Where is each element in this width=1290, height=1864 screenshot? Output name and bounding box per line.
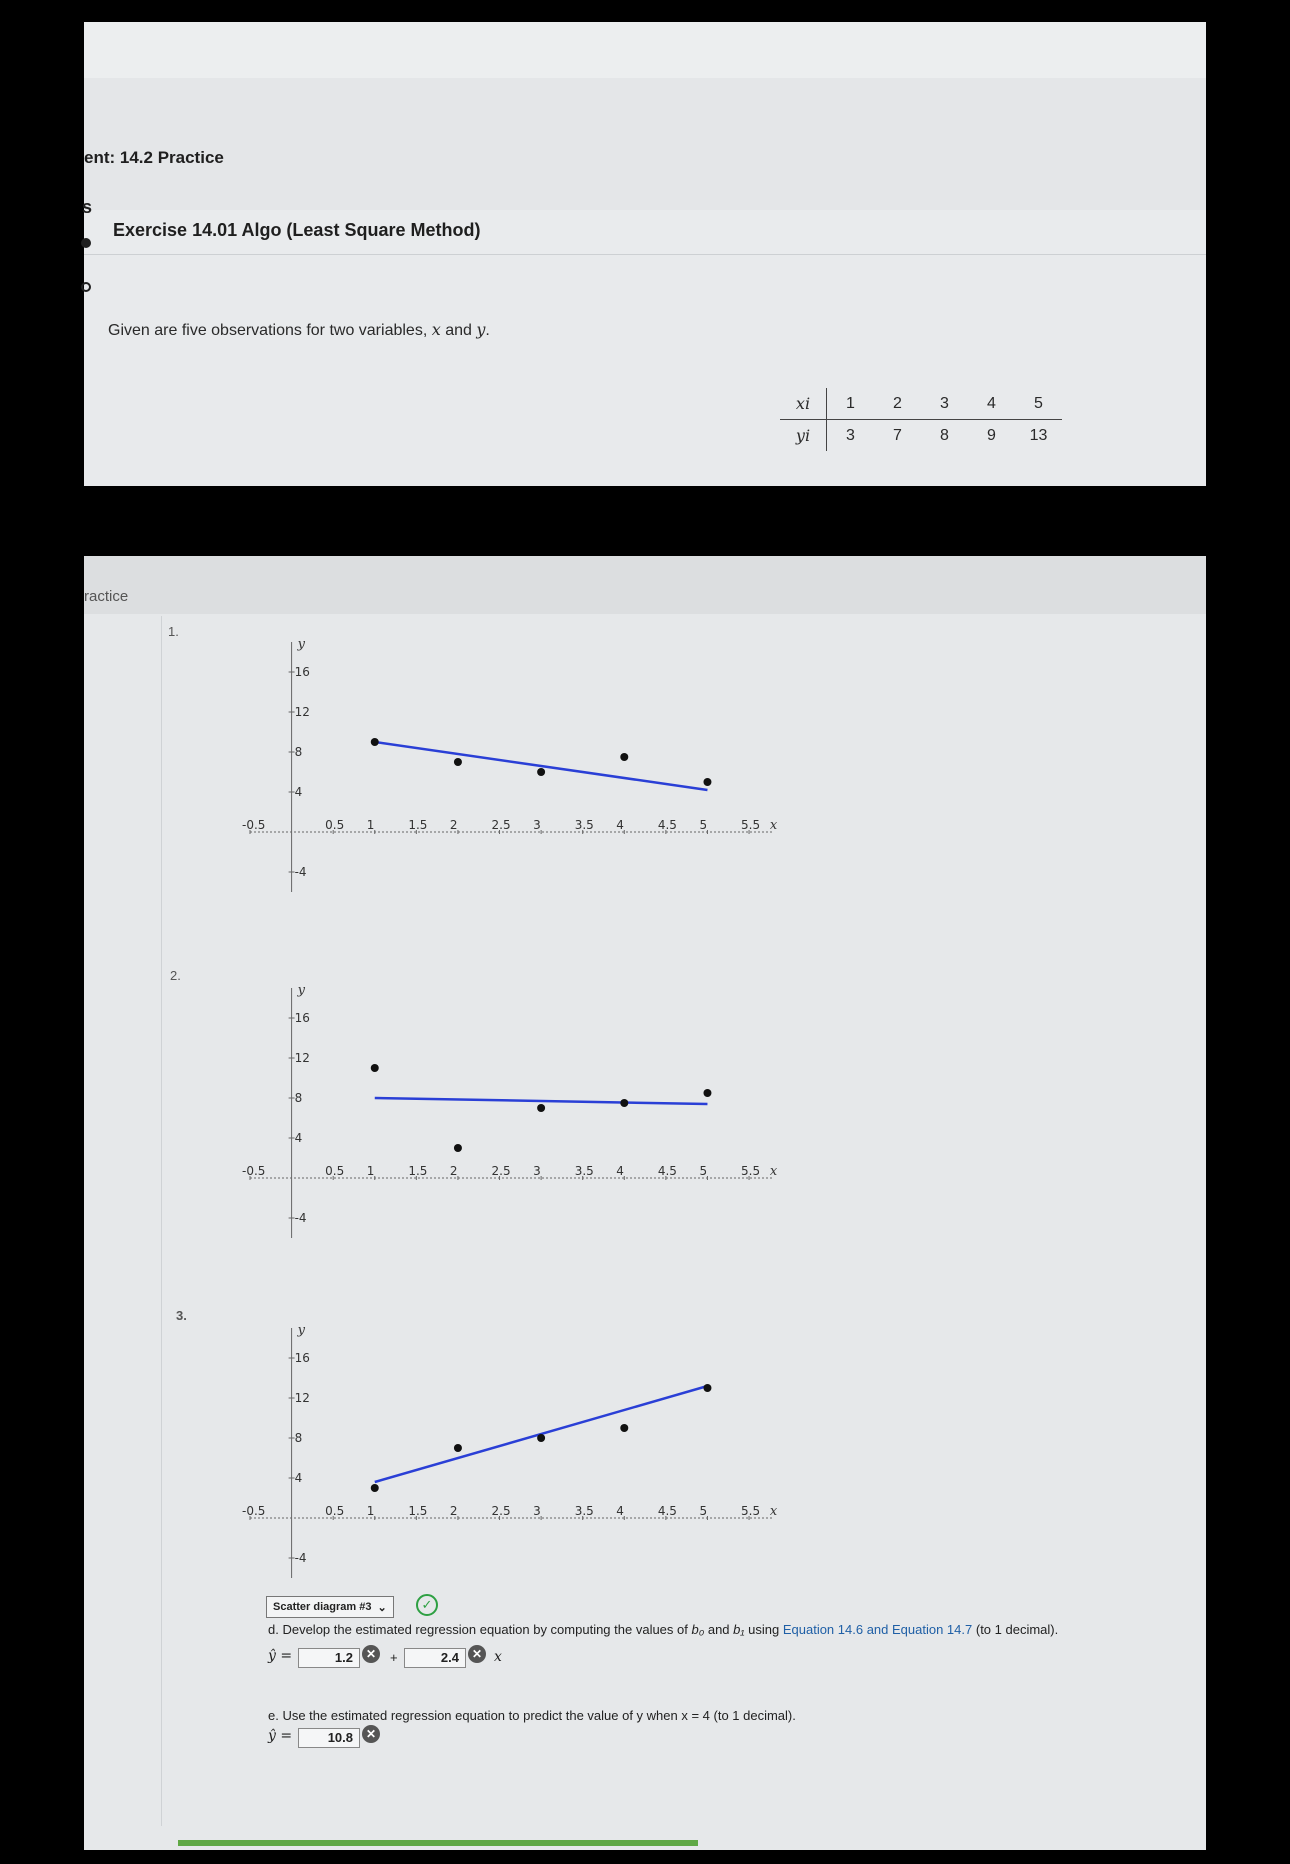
x-tick-label: 0.5 xyxy=(325,1504,345,1518)
y-tick-label: 4 xyxy=(294,785,303,799)
b0-input[interactable]: 1.2 xyxy=(298,1648,360,1668)
x-tick-label: 5 xyxy=(699,818,708,832)
practice-label: ractice xyxy=(84,588,129,605)
question-d xyxy=(268,1622,1058,1637)
incorrect-icon: ✕ xyxy=(362,1725,380,1743)
table-cell: 1 xyxy=(827,388,875,420)
data-point xyxy=(537,1104,545,1112)
data-point xyxy=(454,1444,462,1452)
y-tick-label: 8 xyxy=(294,745,303,759)
problem-intro xyxy=(108,320,490,340)
x-tick-label: 3 xyxy=(533,1164,541,1178)
incomplete-status-icon xyxy=(81,282,91,292)
question-d-text: d. Develop the estimated regression equation by computing the values of xyxy=(268,1622,688,1637)
chart-svg-2 xyxy=(174,983,804,1278)
observations-table xyxy=(780,388,1062,451)
x-tick-label: 5.5 xyxy=(741,818,761,832)
intro-period: . xyxy=(485,322,490,339)
question-d-using: using xyxy=(748,1622,780,1637)
x-row-label: xi xyxy=(780,388,827,420)
chart-svg-1 xyxy=(174,637,804,932)
x-tick-label: -0.5 xyxy=(242,818,266,832)
x-tick-label: 0.5 xyxy=(325,1164,345,1178)
y-tick-label: 16 xyxy=(294,1011,310,1025)
x-tick-label: 5 xyxy=(699,1164,708,1178)
practice-panel xyxy=(84,556,1206,1850)
data-point xyxy=(371,1484,379,1492)
table-row xyxy=(780,420,1062,452)
x-tick-label: 5.5 xyxy=(741,1164,761,1178)
data-point xyxy=(703,1089,711,1097)
x-tick-label: 2.5 xyxy=(491,1164,511,1178)
x-tick-label: 0.5 xyxy=(325,818,345,832)
y-tick-label: 12 xyxy=(294,705,310,719)
progress-bar xyxy=(178,1840,698,1846)
y-axis-label: y xyxy=(297,1323,305,1338)
x-axis-label: x xyxy=(769,818,778,833)
x-tick-label: 5 xyxy=(699,1504,708,1518)
x-tick-label: 4.5 xyxy=(657,1504,677,1518)
question-e: e. Use the estimated regression equation to predict the value of y when x = 4 (to 1 decimal). xyxy=(268,1708,796,1723)
x-tick-label: 4 xyxy=(616,1504,624,1518)
intro-and: and xyxy=(445,322,472,339)
table-cell: 4 xyxy=(968,388,1015,420)
intro-text: Given are five observations for two variables, xyxy=(108,322,428,339)
data-point xyxy=(620,753,628,761)
chevron-down-icon: ⌄ xyxy=(377,1601,387,1614)
exercise-title-row[interactable] xyxy=(84,210,1206,255)
x-tick-label: 2 xyxy=(449,1504,458,1518)
top-toolbar xyxy=(84,22,1206,79)
y-tick-label: -4 xyxy=(294,1551,307,1565)
assignment-strip xyxy=(84,78,1206,211)
data-point xyxy=(620,1099,628,1107)
table-cell: 2 xyxy=(874,388,921,420)
data-point xyxy=(537,768,545,776)
x-axis-label: x xyxy=(769,1164,778,1179)
x-tick-label: 2.5 xyxy=(491,1504,511,1518)
y-tick-label: -4 xyxy=(294,865,307,879)
incorrect-icon: ✕ xyxy=(468,1645,486,1663)
x-tick-label: 1 xyxy=(366,818,375,832)
x-tick-label: 3.5 xyxy=(574,818,594,832)
option-number-2: 2. xyxy=(170,968,181,983)
yhat-label-e: ŷ = xyxy=(268,1728,293,1744)
side-letter: s xyxy=(82,197,93,217)
option-number-1: 1. xyxy=(168,624,179,639)
table-cell: 3 xyxy=(921,388,968,420)
var-x: x xyxy=(431,320,441,339)
y-axis-label: y xyxy=(297,637,305,652)
table-cell: 9 xyxy=(987,426,996,444)
x-tick-label: 3 xyxy=(533,818,541,832)
y-tick-label: 8 xyxy=(294,1431,303,1445)
y-tick-label: 16 xyxy=(294,1351,310,1365)
x-tick-label: 3.5 xyxy=(574,1164,594,1178)
y-tick-label: -4 xyxy=(294,1211,307,1225)
complete-status-icon xyxy=(81,238,91,248)
x-tick-label: 2.5 xyxy=(491,818,511,832)
prediction-input[interactable]: 10.8 xyxy=(298,1728,360,1748)
b1-input[interactable]: 2.4 xyxy=(404,1648,466,1668)
y-tick-label: 8 xyxy=(294,1091,303,1105)
plus-sign: + xyxy=(390,1650,398,1665)
x-tick-label: 4.5 xyxy=(657,818,677,832)
exercise-title: Exercise 14.01 Algo (Least Square Method) xyxy=(113,220,481,240)
scatter-chart-1[interactable] xyxy=(174,637,804,932)
x-tick-label: 4 xyxy=(616,818,624,832)
x-tick-label: 1.5 xyxy=(408,818,428,832)
y-axis-label: y xyxy=(297,983,305,998)
x-tick-label: 1 xyxy=(366,1504,375,1518)
scatter-diagram-select[interactable] xyxy=(266,1596,394,1618)
data-point xyxy=(371,1064,379,1072)
select-value: Scatter diagram #3 xyxy=(273,1601,372,1613)
table-cell: 7 xyxy=(893,426,902,444)
exercise-header-panel xyxy=(84,22,1206,486)
b1-symbol: b₁ xyxy=(733,1622,745,1637)
y-tick-label: 16 xyxy=(294,665,310,679)
y-tick-label: 12 xyxy=(294,1391,310,1405)
panel-top-strip xyxy=(84,556,1206,614)
incorrect-icon: ✕ xyxy=(362,1645,380,1663)
x-tick-label: 4.5 xyxy=(657,1164,677,1178)
option-number-3: 3. xyxy=(176,1308,187,1323)
data-point xyxy=(620,1424,628,1432)
y-row-label: yi xyxy=(780,420,827,452)
x-tick-label: 2 xyxy=(449,818,458,832)
x-symbol: x xyxy=(494,1649,502,1665)
answer-section xyxy=(168,1597,1168,1844)
x-tick-label: 1.5 xyxy=(408,1504,428,1518)
x-tick-label: 3 xyxy=(533,1504,541,1518)
table-cell: 3 xyxy=(846,426,855,444)
yhat-label: ŷ = xyxy=(268,1648,293,1664)
scatter-chart-2[interactable] xyxy=(174,983,804,1278)
data-point xyxy=(371,738,379,746)
equation-link[interactable]: Equation 14.6 and Equation 14.7 xyxy=(782,1622,973,1637)
y-tick-label: 12 xyxy=(294,1051,310,1065)
data-point xyxy=(703,778,711,786)
var-y: y xyxy=(476,320,486,339)
x-tick-label: 1 xyxy=(366,1164,375,1178)
x-axis-label: x xyxy=(769,1504,778,1519)
chart-svg-3 xyxy=(174,1323,804,1618)
data-point xyxy=(537,1434,545,1442)
b0-symbol: b₀ xyxy=(691,1622,705,1637)
regression-line xyxy=(375,1098,708,1104)
table-cell: 13 xyxy=(1029,426,1048,444)
data-point xyxy=(454,1144,462,1152)
x-tick-label: -0.5 xyxy=(242,1164,266,1178)
x-tick-label: 1.5 xyxy=(408,1164,428,1178)
check-icon: ✓ xyxy=(416,1594,438,1616)
x-tick-label: -0.5 xyxy=(242,1504,266,1518)
table-row xyxy=(780,388,1062,420)
question-d-and: and xyxy=(707,1622,730,1637)
regression-line xyxy=(375,742,708,790)
table-cell: 5 xyxy=(1015,388,1062,420)
y-tick-label: 4 xyxy=(294,1471,303,1485)
data-point xyxy=(703,1384,711,1392)
divider xyxy=(161,616,162,1826)
scatter-chart-3[interactable] xyxy=(174,1323,804,1618)
x-tick-label: 4 xyxy=(616,1164,624,1178)
assignment-title: ent: 14.2 Practice xyxy=(84,148,224,167)
x-tick-label: 5.5 xyxy=(741,1504,761,1518)
x-tick-label: 2 xyxy=(449,1164,458,1178)
question-d-suffix: (to 1 decimal). xyxy=(975,1622,1059,1637)
table-cell: 8 xyxy=(940,426,949,444)
y-tick-label: 4 xyxy=(294,1131,303,1145)
x-tick-label: 3.5 xyxy=(574,1504,594,1518)
data-point xyxy=(454,758,462,766)
